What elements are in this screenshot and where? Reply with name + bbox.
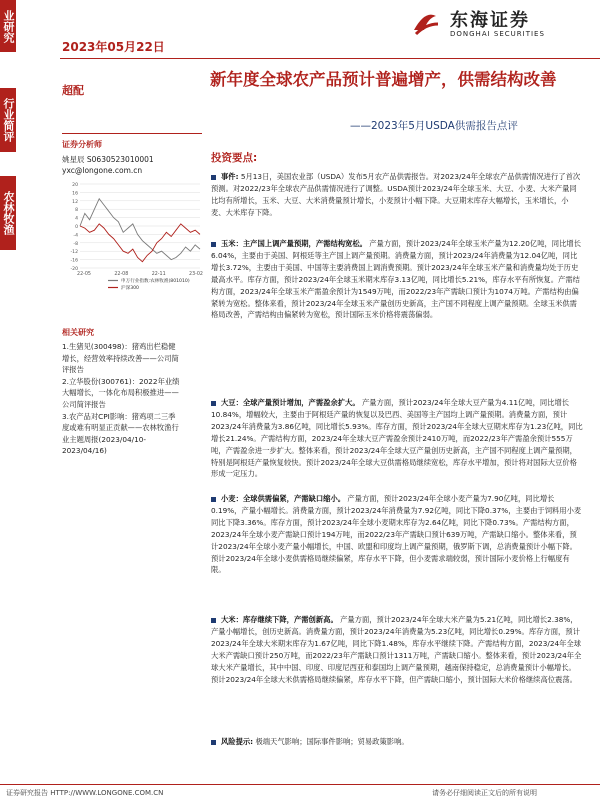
point-key: 事件:: [221, 172, 239, 181]
bullet-icon: [211, 175, 216, 180]
series-line: [80, 199, 200, 260]
point-key: 玉米：主产国上调产量预期，产需结构宽松。: [221, 239, 367, 248]
analyst-email[interactable]: yxc@longone.com.cn: [62, 166, 143, 175]
logo-icon: [410, 8, 440, 38]
bullet-icon: [211, 497, 216, 502]
report-subtitle: ——2023年5月USDA供需报告点评: [350, 120, 518, 132]
index-performance-chart: [60, 180, 205, 308]
logo-en: DONGHAI SECURITIES: [450, 30, 545, 38]
report-title: 新年度全球农产品预计普遍增产，供需结构改善: [210, 70, 557, 89]
sector-tab: 农林牧渔: [0, 176, 16, 250]
point-event: [211, 171, 583, 219]
y-tick-label: -16: [70, 258, 78, 264]
point-text: 产量方面，预计2023/24年全球小麦产量为7.90亿吨，同比增长0.19%，产量小幅增长。消费量方面，预计2023/24年消费量为7.92亿吨，同比下降0.37%，主要由于饲料用小麦同比下降3.36%。库存方面，预计2023/24年全球小麦期末库存为2.64亿吨，同比下降0.73%。产需结构方面，2023/24年全球小麦产需缺口预计194万吨，而2022/23年产需缺口预计639万吨，产需缺口缩小。整体来看，预计2023/24年全球小麦产量小幅增长，中国、欧盟和印度均上调产量预期，俄罗斯下调，总消费量预计小幅下降。预计2023/24年全球小麦供需格局继续偏紧，库存水平下降，但小麦需求端较弱，预计国际小麦价格上行幅度有限。: [211, 494, 582, 575]
point-key: 风险提示:: [221, 737, 254, 746]
related-item[interactable]: 3.农产品对CPI影响：猪鸡项二三季度或难有明显正贡献——农林牧渔行业主题周报(2023/04/10-2023/04/16): [62, 411, 179, 456]
analyst-name: 姚星辰 S0630523010001: [62, 155, 154, 164]
legend-label: 沪深300: [121, 286, 139, 291]
bullet-icon: [211, 242, 216, 247]
rating: 超配: [62, 84, 84, 97]
y-tick-label: 0: [75, 225, 78, 230]
y-tick-label: -20: [70, 267, 78, 272]
y-tick-label: 12: [72, 199, 78, 205]
bullet-icon: [211, 740, 216, 745]
title-rule: [62, 133, 202, 134]
y-tick-label: 8: [75, 208, 78, 214]
legend-label: 申万行业指数:农林牧渔(801010): [121, 279, 190, 284]
y-tick-label: 20: [72, 183, 78, 188]
related-label: 相关研究: [62, 328, 94, 337]
y-tick-label: -4: [73, 233, 78, 239]
x-tick-label: 22-08: [114, 272, 129, 277]
point-key: 大豆：全球产量预计增加，产需盈余扩大。: [221, 398, 360, 407]
bullet-icon: [211, 618, 216, 623]
report-date: 2023年05月22日: [62, 40, 165, 54]
point-corn: [211, 238, 583, 321]
header-rule: [60, 58, 600, 59]
point-text: 产量方面，预计2023/24年全球玉米产量为12.20亿吨，同比增长6.04%，主要由于美国、阿根廷等主产国上调产量预期。消费量方面，预计2023/24年消费量为12.04亿吨，同比增长3.72%，主要由于美国、中国等主要消费国上调消费预期。预计2023/24年全球玉米产量和消费量均处于历史最高水平。库存方面，预计2023/24年全球玉米期末库存3.13亿吨，同比增长5.21%，库存水平有所恢复。产需结构方面，2023/24年全球玉米产需盈余预计为1549万吨，而2022/23年产需缺口预计为1074万吨。产需结构由偏紧转为宽松。整体来看，预计2023/24年全球玉米产量创历史新高，主产国不同程度上调产量预期。全球玉米供需格局改善，产需结构由偏紧转为宽松，预计国际玉米价格将震荡偏弱。: [211, 239, 581, 320]
x-tick-label: 22-05: [77, 272, 91, 277]
y-tick-label: 16: [72, 191, 78, 197]
related-list: [62, 341, 182, 457]
analyst-label: 证券分析师: [62, 140, 102, 149]
related-item[interactable]: 1.生猪见(300498)：猪鸡出栏稳健增长，经营效率持续改善——公司简评报告: [62, 342, 179, 375]
industry-brief-tab: 行业简评: [0, 88, 16, 152]
y-tick-label: -8: [73, 241, 78, 247]
x-tick-label: 22-11: [151, 272, 166, 277]
footer-right: 请务必仔细阅读正文后的所有说明: [432, 789, 537, 797]
point-risk: [211, 736, 583, 748]
point-text: 极端天气影响；国际事件影响；贸易政策影响。: [255, 737, 409, 746]
point-text: 5月13日，美国农业部（USDA）发布5月农产品供需报告。对2023/24年全球农产品供需情况进行了首次预测。对2022/23年全球农产品供需情况进行了调整。USDA预计2023/24年全球玉米、大豆、小麦、大米产量同比均有所增长，玉米、大豆、大米消费量预计增长，小麦预计小幅下降。大豆期末库存大幅增长，玉米增长，小麦、大米库存下降。: [211, 172, 581, 217]
point-wheat: [211, 493, 583, 576]
report-type-tab: 业研究: [0, 0, 16, 52]
logo-cn: 东海证券: [450, 10, 530, 31]
point-key: 小麦：全球供需偏紧，产需缺口缩小。: [221, 494, 346, 503]
y-tick-label: 4: [75, 216, 78, 222]
footer-rule: [0, 784, 600, 785]
points-heading: 投资要点:: [211, 152, 258, 164]
point-soybean: [211, 397, 583, 480]
point-text: 产量方面，预计2023/24年全球大豆产量为4.11亿吨，同比增长10.84%，增幅较大，主要由于阿根廷产量的恢复以及巴西、美国等主产国均上调产量预期。消费量方面，预计2023/24年消费量为3.86亿吨，同比增长5.93%。库存方面，预计2023/24年全球大豆期末库存为1.23亿吨，同比增长21.24%。产需结构方面，2023/24年全球大豆产需盈余预计2410万吨，而2022/23年产需盈余预计555万吨，产需盈余进一步扩大。整体来看，预计2023/24年全球大豆产量创历史新高，主产国不同程度上调产量预期，特别是阿根廷产量恢复较快。预计2023/24年全球大豆供需格局继续宽松，库存水平增加，预计将对国际大豆价格形成一定压力。: [211, 398, 583, 479]
footer-left[interactable]: 证券研究报告 HTTP://WWW.LONGONE.COM.CN: [6, 789, 164, 797]
point-text: 产量方面，预计2023/24年全球大米产量为5.21亿吨，同比增长2.38%，产量小幅增长，创历史新高。消费量方面，预计2023/24年消费量为5.23亿吨，同比增长0.29%。库存方面，预计2023/24年全球大米期末库存为1.67亿吨，同比下降1.48%，库存水平继续下降。产需结构方面，2023/24年全球大米产需缺口预计250万吨，而2022/23年产需缺口预计1311万吨，产需缺口缩小。整体来看，预计2023/24年全球大米产量增长，其中中国、印度、印度尼西亚和泰国均上调产量预期，越南保持稳定，总消费量预计小幅增长。预计2023/24年全球大米供需格局继续偏紧，库存水平下降，但产需缺口缩小，预计国际大米价格继续高位震荡。: [211, 615, 582, 684]
x-tick-label: 23-02: [189, 272, 203, 277]
company-logo: [410, 6, 600, 46]
point-rice: [211, 614, 583, 685]
bullet-icon: [211, 401, 216, 406]
point-key: 大米：库存继续下降，产需创新高。: [221, 615, 338, 624]
y-tick-label: -12: [70, 250, 78, 256]
related-item[interactable]: 2.立华股份(300761)：2022年业绩大幅增长，一体化布局积极推进——公司简评报告: [62, 376, 180, 409]
